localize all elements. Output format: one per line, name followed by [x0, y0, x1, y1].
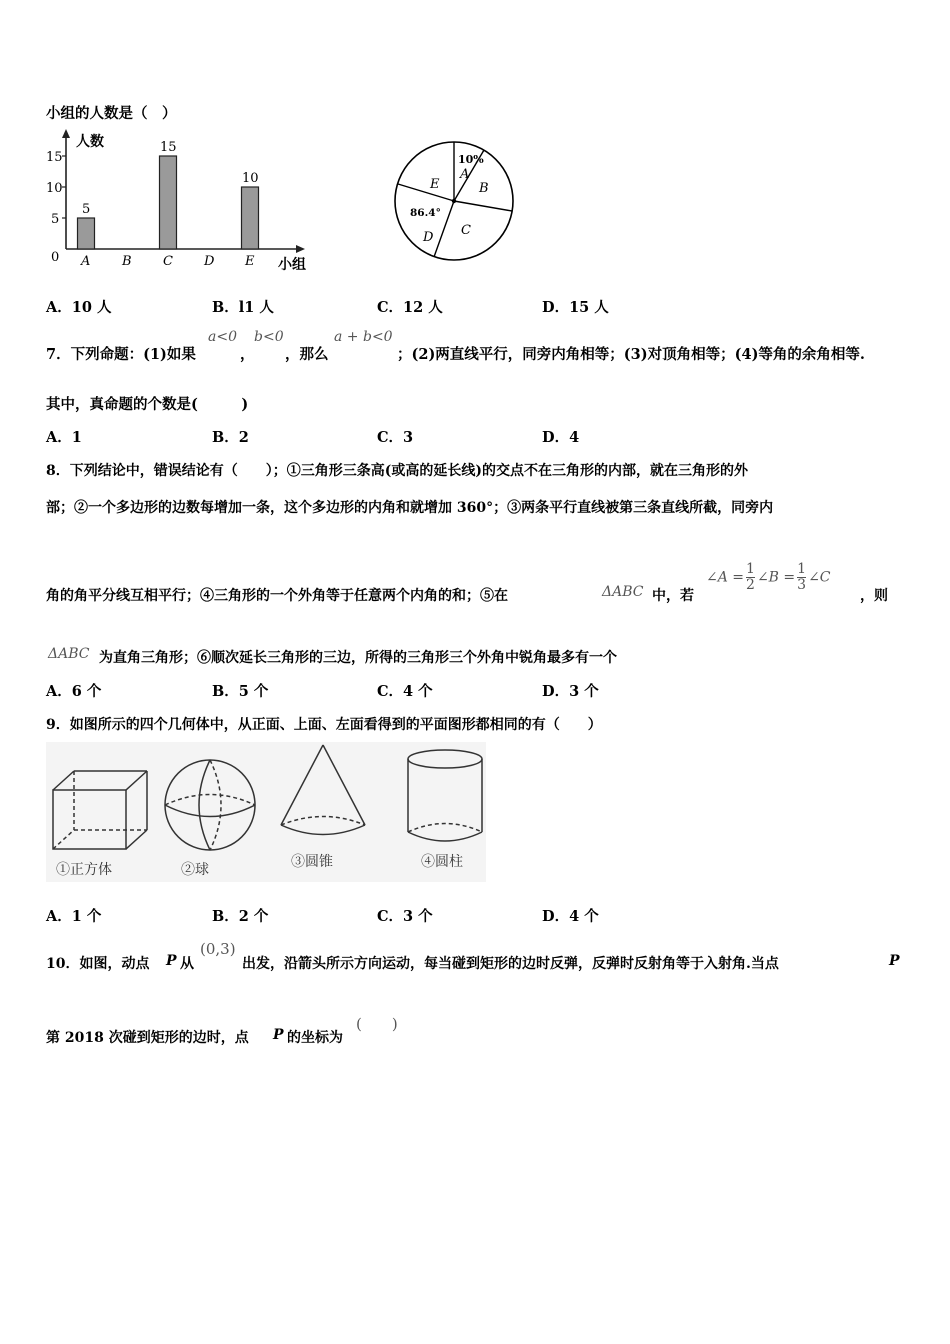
q8-triangle-abc-2: ΔABC	[48, 646, 90, 662]
q7-option-b[interactable]: B．2	[212, 429, 249, 446]
q7-math-sum: a + b<0	[334, 329, 393, 345]
pie-label-d: D	[423, 230, 434, 245]
q8-line-4: 为直角三角形；⑥顺次延长三角形的三边，所得的三角形三个外角中锐角最多有一个	[99, 650, 617, 666]
q7-comma: ，	[240, 346, 255, 363]
q6-option-c[interactable]: C．12 人	[377, 299, 443, 316]
y-tick-label: 10	[46, 181, 63, 196]
x-tick-label: B	[122, 254, 132, 269]
x-tick-label: D	[204, 254, 215, 269]
pie-label-e: E	[430, 177, 440, 192]
bar-chart	[40, 128, 330, 278]
q7-text-2: ，那么	[285, 346, 329, 363]
cone-label: ③圆锥	[291, 854, 333, 870]
x-tick-label: E	[245, 254, 255, 269]
pie-label-a: A	[460, 167, 470, 182]
pie-chart	[390, 136, 520, 266]
x-axis-label: 小组	[278, 257, 306, 273]
q8-line-3a: 角的角平分线互相平行；④三角形的一个外角等于任意两个内角的和；⑤在	[46, 588, 508, 604]
q8-line-3b: 中，若	[652, 588, 694, 604]
q8-line-1: 8．下列结论中，错误结论有（ ）；①三角形三条高(或高的延长线)的交点不在三角形的内部，就在三角形的外	[46, 463, 748, 479]
x-axis-arrow	[296, 245, 305, 253]
q9-option-a[interactable]: A．1 个	[46, 908, 102, 925]
q9-option-b[interactable]: B．2 个	[212, 908, 269, 925]
q10-answer-paren: ( )	[356, 1015, 398, 1033]
q6-option-b[interactable]: B．l1 人	[212, 299, 274, 316]
x-tick-label: C	[163, 254, 173, 269]
y-axis-label: 人数	[76, 134, 104, 150]
pie-center	[452, 199, 456, 203]
q7-text-3: ；(2)两直线平行，同旁内角相等；(3)对顶角相等；(4)等角的余角相等.	[397, 346, 865, 363]
pie-annotation-angle: 86.4°	[410, 207, 441, 219]
q9-option-c[interactable]: C．3 个	[377, 908, 433, 925]
pie-annotation-10pct: 10%	[458, 153, 484, 166]
q7-option-d[interactable]: D．4	[542, 429, 580, 446]
bar-value-label: 10	[242, 171, 259, 186]
q8-fraction-half: $\frac{1}{2}$	[746, 561, 755, 593]
q8-angle-equation	[706, 562, 831, 593]
bar-value-label: 5	[82, 202, 91, 217]
q10-text-2: 从	[180, 956, 194, 972]
pie-label-c: C	[461, 223, 471, 238]
bar-e	[242, 187, 259, 249]
q7-option-c[interactable]: C．3	[377, 429, 414, 446]
y-tick-label: 5	[51, 212, 60, 227]
y-tick-label: 15	[46, 150, 63, 165]
q6-option-a[interactable]: A．10 人	[46, 299, 112, 316]
cylinder-label: ④圆柱	[421, 854, 463, 870]
q10-point-p: P	[166, 953, 177, 969]
bar-value-label: 15	[160, 140, 177, 155]
q6-intro: 小组的人数是（ ）	[46, 105, 177, 122]
q8-option-b[interactable]: B．5 个	[212, 683, 269, 700]
y-axis-arrow	[62, 129, 70, 138]
q8-line-3c: ，则	[860, 588, 888, 604]
q10-line-2b: 的坐标为	[287, 1030, 343, 1046]
q7-math-b: b<0	[254, 329, 284, 345]
q7-question: 其中，真命题的个数是( )	[46, 396, 249, 413]
q7-math-a: a<0	[208, 329, 237, 345]
q8-fraction-third: $\frac{1}{3}$	[797, 561, 807, 593]
q8-angle-c: ∠C	[808, 569, 831, 586]
q8-option-c[interactable]: C．4 个	[377, 683, 433, 700]
q8-triangle-abc: ΔABC	[602, 584, 644, 600]
bar-c	[160, 156, 177, 249]
q8-line-2: 部；②一个多边形的边数每增加一条，这个多边形的内角和就增加 360°；③两条平行直线被第三条直线所截，同旁内	[46, 500, 774, 516]
q8-angle-a: ∠A =	[706, 569, 745, 586]
pie-slice-line	[454, 201, 512, 211]
sphere-label: ②球	[181, 862, 209, 878]
q7-option-a[interactable]: A．1	[46, 429, 82, 446]
q8-angle-b: ∠B =	[756, 569, 796, 586]
q9-option-d[interactable]: D．4 个	[542, 908, 599, 925]
q10-point-p-2: P	[889, 953, 900, 969]
q10-line-2a: 第 2018 次碰到矩形的边时，点	[46, 1030, 249, 1046]
q9-line-1: 9．如图所示的四个几何体中，从正面、上面、左面看得到的平面图形都相同的有（ ）	[46, 717, 602, 733]
q7-text-1: 7．下列命题：(1)如果	[46, 346, 196, 363]
pie-slice-line	[398, 184, 454, 201]
q10-coord: (0,3)	[200, 940, 236, 958]
q8-option-a[interactable]: A．6 个	[46, 683, 102, 700]
q10-text-3: 出发，沿箭头所示方向运动，每当碰到矩形的边时反弹，反弹时反射角等于入射角.当点	[242, 956, 779, 972]
q8-option-d[interactable]: D．3 个	[542, 683, 599, 700]
bar-a	[78, 218, 95, 249]
x-tick-label: A	[81, 254, 91, 269]
cube-label: ①正方体	[56, 862, 112, 878]
solids-figure	[46, 742, 486, 882]
y-tick-label: 0	[51, 250, 60, 265]
pie-label-b: B	[479, 181, 489, 196]
q10-point-p-3: P	[273, 1027, 284, 1043]
q10-text-1: 10．如图，动点	[46, 956, 150, 972]
q6-option-d[interactable]: D．15 人	[542, 299, 609, 316]
